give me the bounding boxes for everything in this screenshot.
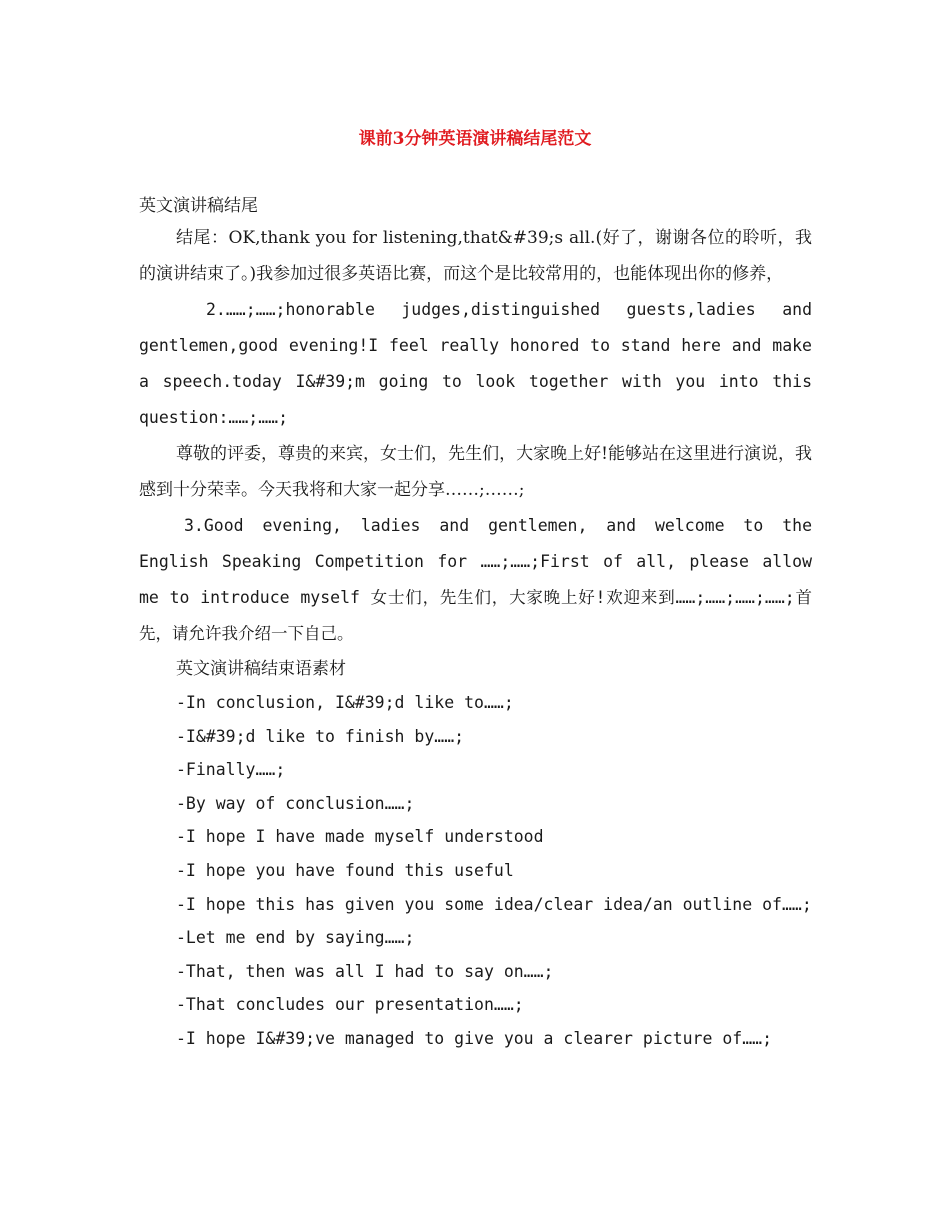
section-heading: 英文演讲稿结尾 (139, 196, 258, 216)
materials-list (139, 686, 812, 1056)
materials-heading: 英文演讲稿结束语素材 (176, 659, 346, 679)
list-item: -I hope this has given you some idea/clear idea/an outline of……; (176, 894, 812, 914)
list-item: -I hope you have found this useful (176, 860, 514, 880)
list-item: -By way of conclusion……; (176, 793, 415, 813)
list-item: -I hope I&#39;ve managed to give you a clearer picture of……; (176, 1028, 773, 1048)
document-title: 课前3分钟英语演讲稿结尾范文 (358, 129, 592, 149)
list-item: -I hope I have made myself understood (176, 827, 544, 847)
list-item: -Let me end by saying……; (176, 928, 415, 948)
paragraph-ending: 结尾：OK,thank you for listening,that&#39;s all.(好了，谢谢各位的聆听，我的演讲结束了。)我参加过很多英语比赛，而这个是比较常用的，也能体现出你的修养， (139, 228, 812, 284)
list-item: -That concludes our presentation……; (176, 995, 524, 1015)
paragraph-example-3: 3.Good evening, ladies and gentlemen, and welcome to the English Speaking Competition for ……;……;First of all, please allow me to introduce myself 女士们，先生们，大家晚上好!欢迎来到……;……;……;……;首先，请允许我介绍一下自己。 (139, 516, 812, 643)
list-item: -I&#39;d like to finish by……; (176, 726, 465, 746)
document-body (139, 192, 812, 1056)
paragraph-translation-2: 尊敬的评委，尊贵的来宾，女士们，先生们，大家晚上好!能够站在这里进行演说，我感到十分荣幸。今天我将和大家一起分享……;……; (139, 444, 812, 500)
list-item: -Finally……; (176, 760, 286, 780)
list-item: -In conclusion, I&#39;d like to……; (176, 693, 514, 712)
paragraph-example-2: 2.……;……;honorable judges,distinguished guests,ladies and gentlemen,good evening!I feel really honored to stand here and make a speech.today I&#39;m going to look together with you into this question:……;……; (139, 300, 812, 427)
list-item: -That, then was all I had to say on……; (176, 961, 554, 981)
